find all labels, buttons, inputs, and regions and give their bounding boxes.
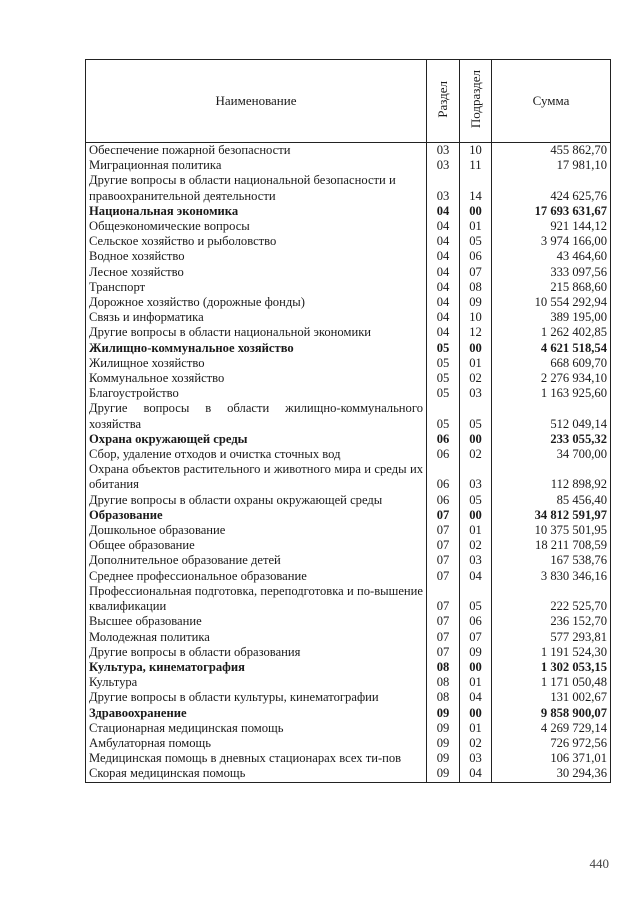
table-row [86,249,611,264]
row-name: Образование [86,508,427,523]
table-row [86,523,611,538]
row-amount: 233 055,32 [492,432,611,447]
row-amount: 236 152,70 [492,614,611,629]
row-name: Миграционная политика [86,158,427,173]
row-subsection: 03 [460,386,492,401]
row-section: 07 [427,553,460,568]
row-amount: 512 049,14 [492,401,611,431]
row-section: 04 [427,325,460,340]
row-name: Профессиональная подготовка, переподготовка и по-вышение квалификации [86,584,427,614]
row-name: Среднее профессиональное образование [86,569,427,584]
row-name: Благоустройство [86,386,427,401]
table-row [86,158,611,173]
row-amount: 1 302 053,15 [492,660,611,675]
row-section: 03 [427,173,460,203]
row-amount: 2 276 934,10 [492,371,611,386]
row-name: Водное хозяйство [86,249,427,264]
table-row [86,751,611,766]
header-row [86,60,611,143]
row-amount: 333 097,56 [492,265,611,280]
row-section: 07 [427,538,460,553]
row-name: Охрана окружающей среды [86,432,427,447]
row-subsection: 00 [460,432,492,447]
row-amount: 112 898,92 [492,462,611,492]
row-subsection: 00 [460,660,492,675]
row-subsection: 01 [460,356,492,371]
table-body [86,143,611,783]
row-section: 07 [427,630,460,645]
row-name: Связь и информатика [86,310,427,325]
row-subsection: 05 [460,234,492,249]
row-amount: 424 625,76 [492,173,611,203]
row-section: 07 [427,645,460,660]
row-subsection: 00 [460,706,492,721]
row-amount: 34 812 591,97 [492,508,611,523]
table-row [86,508,611,523]
row-amount: 3 974 166,00 [492,234,611,249]
row-amount: 4 269 729,14 [492,721,611,736]
row-name: Здравоохранение [86,706,427,721]
row-subsection: 09 [460,295,492,310]
row-subsection: 06 [460,614,492,629]
row-amount: 1 163 925,60 [492,386,611,401]
row-name: Скорая медицинская помощь [86,766,427,782]
page-number: 440 [589,856,609,871]
row-amount: 1 262 402,85 [492,325,611,340]
row-section: 09 [427,736,460,751]
table-row [86,325,611,340]
table-row [86,493,611,508]
row-section: 05 [427,401,460,431]
row-name: Коммунальное хозяйство [86,371,427,386]
row-section: 05 [427,371,460,386]
row-section: 04 [427,204,460,219]
row-section: 03 [427,143,460,159]
table-row [86,569,611,584]
row-subsection: 11 [460,158,492,173]
row-name: Амбулаторная помощь [86,736,427,751]
row-name: Другие вопросы в области жилищно-коммунального хозяйства [86,401,427,431]
table-row [86,386,611,401]
table-row [86,173,611,203]
row-amount: 17 981,10 [492,158,611,173]
header-section-label: Раздел [435,81,451,118]
row-name: Культура, кинематография [86,660,427,675]
row-section: 04 [427,249,460,264]
row-section: 07 [427,508,460,523]
row-amount: 9 858 900,07 [492,706,611,721]
row-section: 04 [427,219,460,234]
table-row [86,356,611,371]
row-name: Сбор, удаление отходов и очистка сточных вод [86,447,427,462]
row-section: 07 [427,569,460,584]
table-row [86,766,611,782]
row-subsection: 06 [460,249,492,264]
row-subsection: 03 [460,462,492,492]
row-amount: 921 144,12 [492,219,611,234]
row-name: Жилищное хозяйство [86,356,427,371]
row-subsection: 00 [460,204,492,219]
row-subsection: 07 [460,265,492,280]
row-name: Другие вопросы в области образования [86,645,427,660]
row-subsection: 03 [460,553,492,568]
row-subsection: 00 [460,341,492,356]
budget-table [85,59,611,783]
row-section: 07 [427,584,460,614]
row-section: 04 [427,310,460,325]
row-subsection: 07 [460,630,492,645]
header-subsection-label: Подраздел [467,70,483,129]
header-subsection [460,60,492,143]
row-subsection: 03 [460,751,492,766]
row-section: 09 [427,721,460,736]
row-section: 09 [427,766,460,782]
row-subsection: 04 [460,569,492,584]
row-section: 06 [427,432,460,447]
row-name: Лесное хозяйство [86,265,427,280]
row-name: Дополнительное образование детей [86,553,427,568]
row-name: Другие вопросы в области национальной безопасности и правоохранительной деятельности [86,173,427,203]
row-name: Молодежная политика [86,630,427,645]
row-subsection: 08 [460,280,492,295]
row-subsection: 01 [460,219,492,234]
row-section: 06 [427,462,460,492]
table-row [86,584,611,614]
row-name: Стационарная медицинская помощь [86,721,427,736]
table-row [86,462,611,492]
table-row [86,447,611,462]
row-subsection: 09 [460,645,492,660]
row-subsection: 02 [460,538,492,553]
row-amount: 389 195,00 [492,310,611,325]
row-name: Другие вопросы в области культуры, кинематографии [86,690,427,705]
table-row [86,690,611,705]
table-row [86,265,611,280]
row-name: Обеспечение пожарной безопасности [86,143,427,159]
row-amount: 222 525,70 [492,584,611,614]
table-row [86,204,611,219]
row-section: 03 [427,158,460,173]
table-row [86,371,611,386]
table-row [86,310,611,325]
table-row [86,553,611,568]
table-row [86,630,611,645]
row-section: 05 [427,356,460,371]
header-amount: Сумма [492,60,611,143]
row-subsection: 10 [460,310,492,325]
row-amount: 18 211 708,59 [492,538,611,553]
row-subsection: 04 [460,766,492,782]
row-amount: 10 375 501,95 [492,523,611,538]
table-row [86,736,611,751]
table-row [86,432,611,447]
header-name: Наименование [86,60,427,143]
table-row [86,706,611,721]
row-name: Общее образование [86,538,427,553]
table-row [86,645,611,660]
row-section: 04 [427,280,460,295]
row-name: Культура [86,675,427,690]
row-amount: 131 002,67 [492,690,611,705]
row-name: Национальная экономика [86,204,427,219]
row-subsection: 05 [460,493,492,508]
row-name: Транспорт [86,280,427,295]
row-section: 05 [427,341,460,356]
row-section: 06 [427,447,460,462]
table-row [86,721,611,736]
row-amount: 577 293,81 [492,630,611,645]
row-section: 06 [427,493,460,508]
table-row [86,614,611,629]
row-name: Другие вопросы в области национальной экономики [86,325,427,340]
row-section: 09 [427,751,460,766]
row-amount: 43 464,60 [492,249,611,264]
row-section: 05 [427,386,460,401]
table-row [86,219,611,234]
row-name: Дорожное хозяйство (дорожные фонды) [86,295,427,310]
row-name: Другие вопросы в области охраны окружающей среды [86,493,427,508]
row-amount: 34 700,00 [492,447,611,462]
row-subsection: 01 [460,675,492,690]
row-name: Охрана объектов растительного и животного мира и среды их обитания [86,462,427,492]
table-row [86,538,611,553]
row-amount: 1 171 050,48 [492,675,611,690]
row-subsection: 02 [460,447,492,462]
row-amount: 3 830 346,16 [492,569,611,584]
row-section: 08 [427,660,460,675]
row-amount: 215 868,60 [492,280,611,295]
row-subsection: 14 [460,173,492,203]
row-amount: 4 621 518,54 [492,341,611,356]
row-amount: 726 972,56 [492,736,611,751]
row-section: 04 [427,234,460,249]
row-subsection: 05 [460,401,492,431]
table-row [86,280,611,295]
row-subsection: 02 [460,736,492,751]
row-amount: 668 609,70 [492,356,611,371]
table-row [86,401,611,431]
row-subsection: 02 [460,371,492,386]
header-section [427,60,460,143]
row-name: Высшее образование [86,614,427,629]
row-section: 09 [427,706,460,721]
row-name: Жилищно-коммунальное хозяйство [86,341,427,356]
row-subsection: 12 [460,325,492,340]
row-amount: 106 371,01 [492,751,611,766]
table-row [86,675,611,690]
table-row [86,143,611,159]
row-name: Сельское хозяйство и рыболовство [86,234,427,249]
row-subsection: 00 [460,508,492,523]
table-header [86,60,611,143]
row-section: 04 [427,295,460,310]
row-section: 04 [427,265,460,280]
row-amount: 30 294,36 [492,766,611,782]
row-subsection: 01 [460,721,492,736]
row-section: 07 [427,523,460,538]
row-name: Дошкольное образование [86,523,427,538]
row-section: 08 [427,675,460,690]
table-row [86,341,611,356]
row-amount: 1 191 524,30 [492,645,611,660]
row-subsection: 01 [460,523,492,538]
row-section: 07 [427,614,460,629]
row-name: Медицинская помощь в дневных стационарах всех ти-пов [86,751,427,766]
row-section: 08 [427,690,460,705]
row-subsection: 05 [460,584,492,614]
table-row [86,234,611,249]
row-name: Общеэкономические вопросы [86,219,427,234]
row-amount: 85 456,40 [492,493,611,508]
table-row [86,295,611,310]
table-row [86,660,611,675]
row-subsection: 10 [460,143,492,159]
row-subsection: 04 [460,690,492,705]
row-amount: 10 554 292,94 [492,295,611,310]
row-amount: 455 862,70 [492,143,611,159]
row-amount: 17 693 631,67 [492,204,611,219]
row-amount: 167 538,76 [492,553,611,568]
